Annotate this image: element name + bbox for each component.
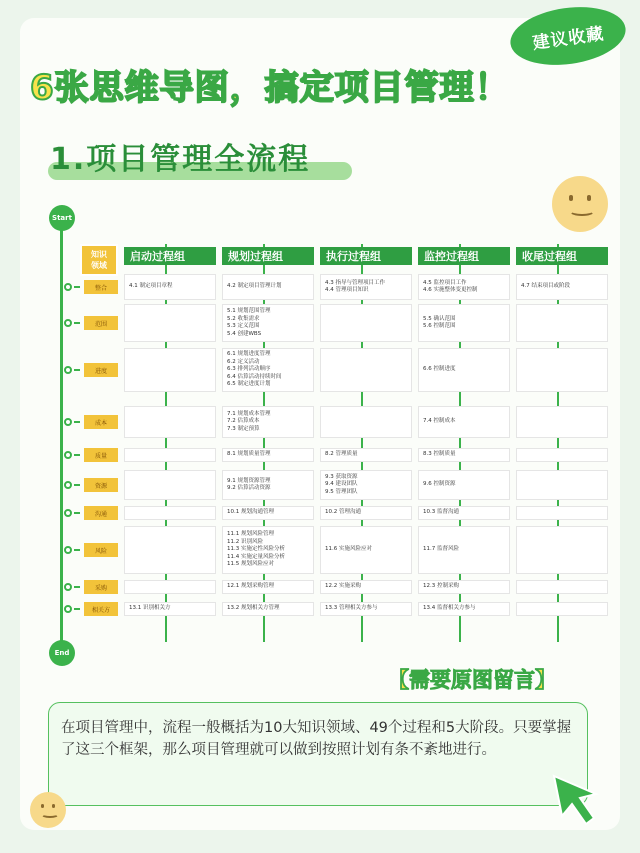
process-cell [124, 406, 216, 438]
process-item: 7.4 控制成本 [423, 418, 456, 425]
process-cell [124, 580, 216, 594]
process-item: 4.1 制定项目章程 [129, 283, 173, 290]
process-cell [320, 580, 412, 594]
process-cell [222, 448, 314, 462]
knowledge-area-label: 沟通 [84, 506, 118, 520]
process-row [64, 526, 614, 574]
group-header: 启动过程组 [124, 247, 216, 265]
process-item: 8.1 规划质量管理 [227, 451, 271, 458]
group-header-row [80, 244, 608, 276]
process-cell [222, 580, 314, 594]
process-cell [516, 304, 608, 342]
process-cell [222, 406, 314, 438]
process-row [64, 304, 614, 342]
process-cell [418, 406, 510, 438]
connector [74, 454, 80, 456]
bookmark-badge: 建议收藏 [507, 0, 630, 72]
process-item: 9.1 规划资源管理 [227, 477, 271, 484]
timeline-dot [64, 481, 72, 489]
process-cell [124, 470, 216, 500]
timeline-line [60, 218, 63, 648]
process-cell [222, 506, 314, 520]
process-item: 5.1 规划范围管理 [227, 308, 271, 314]
process-cell [222, 304, 314, 342]
process-cell [418, 602, 510, 616]
process-cell [418, 348, 510, 392]
process-cell [222, 526, 314, 574]
process-item: 4.5 监控项目工作 [423, 279, 467, 286]
process-item: 5.5 确认范围 [423, 315, 456, 322]
connector [74, 322, 80, 324]
process-item: 11.4 实施定量风险分析 [227, 553, 285, 560]
connector [74, 484, 80, 486]
process-item: 8.3 控制质量 [423, 451, 456, 458]
process-item: 11.1 规划风险管理 [227, 531, 274, 538]
process-item: 6.5 制定进度计划 [227, 381, 271, 388]
end-node: End [49, 640, 75, 666]
process-item: 6.2 定义活动 [227, 358, 260, 365]
timeline-dot [64, 509, 72, 517]
start-node: Start [49, 205, 75, 231]
process-item: 5.3 定义范围 [227, 323, 260, 329]
process-row [64, 602, 614, 616]
process-cell [516, 506, 608, 520]
process-cell [516, 602, 608, 616]
process-cell [516, 470, 608, 500]
process-row [64, 448, 614, 462]
description-text: 在项目管理中，流程一般概括为10大知识领域、49个过程和5大阶段。只要掌握了这三个框架，那么项目管理就可以做到按照计划有条不紊地进行。 [61, 720, 572, 758]
process-item: 13.2 规划相关方管理 [227, 605, 280, 612]
process-item: 10.3 监督沟通 [423, 509, 459, 516]
process-item: 13.4 监督相关方参与 [423, 605, 476, 612]
connector [74, 286, 80, 288]
knowledge-area-label: 资源 [84, 478, 118, 492]
process-item: 13.3 管理相关方参与 [325, 605, 378, 612]
process-cell [418, 580, 510, 594]
process-cell [516, 580, 608, 594]
process-cell [124, 506, 216, 520]
timeline-dot [64, 283, 72, 291]
timeline-dot [64, 605, 72, 613]
process-item: 7.3 制定预算 [227, 425, 260, 432]
need-original-note: 【需要原图留言】 [388, 668, 556, 692]
knowledge-area-label: 范围 [84, 316, 118, 330]
process-item: 11.6 实施风险应对 [325, 546, 372, 553]
process-cell [222, 470, 314, 500]
process-item: 4.7 结束项目或阶段 [521, 283, 570, 290]
connector [74, 586, 80, 588]
timeline-dot [64, 418, 72, 426]
process-item: 11.5 规划风险应对 [227, 561, 274, 568]
process-item: 12.2 实施采购 [325, 583, 361, 590]
process-item: 5.2 收集需求 [227, 315, 260, 322]
process-item: 11.2 识别风险 [227, 538, 263, 545]
process-item: 4.4 管理项目知识 [325, 287, 369, 293]
smiley-icon [30, 792, 66, 828]
headline: 6张思维导图，搞定项目管理！ [30, 68, 510, 108]
process-item: 6.3 排列活动顺序 [227, 366, 271, 373]
process-cell [320, 470, 412, 500]
process-cell [320, 506, 412, 520]
connector [74, 512, 80, 514]
subtitle: 1.项目管理全流程 [50, 142, 311, 177]
process-item: 9.5 管理团队 [325, 488, 358, 495]
process-cell [222, 602, 314, 616]
process-item: 7.1 规划成本管理 [227, 410, 271, 417]
timeline-dot [64, 319, 72, 327]
process-cell [222, 348, 314, 392]
process-item: 6.1 规划进度管理 [227, 351, 271, 358]
knowledge-area-header: 知识 领域 [80, 244, 118, 276]
process-cell [418, 506, 510, 520]
process-item: 9.2 估算活动资源 [227, 485, 271, 491]
pointer-arrow-icon [550, 772, 600, 828]
process-item: 7.2 估算成本 [227, 418, 260, 425]
process-item: 5.6 控制范围 [423, 323, 456, 329]
process-cell [124, 526, 216, 574]
process-cell [320, 448, 412, 462]
process-row [64, 406, 614, 438]
connector [74, 421, 80, 423]
process-item: 13.1 识别相关方 [129, 605, 171, 612]
process-item: 12.3 控制采购 [423, 583, 459, 590]
process-cell [418, 304, 510, 342]
process-cell [320, 304, 412, 342]
process-cell [222, 274, 314, 300]
group-header: 规划过程组 [222, 247, 314, 265]
process-item: 12.1 规划采购管理 [227, 583, 274, 590]
process-cell [320, 526, 412, 574]
process-cell [320, 602, 412, 616]
knowledge-area-label: 风险 [84, 543, 118, 557]
process-cell [124, 348, 216, 392]
process-mindmap [40, 200, 605, 670]
process-cell [516, 448, 608, 462]
knowledge-area-label: 成本 [84, 415, 118, 429]
knowledge-area-label: 相关方 [84, 602, 118, 616]
process-row [64, 580, 614, 594]
process-cell [124, 602, 216, 616]
process-item: 5.4 创建WBS [227, 330, 262, 337]
connector [74, 369, 80, 371]
knowledge-area-label: 整合 [84, 280, 118, 294]
process-row [64, 348, 614, 392]
process-item: 4.2 制定项目管理计划 [227, 283, 282, 290]
group-header: 监控过程组 [418, 247, 510, 265]
connector [74, 549, 80, 551]
process-cell [418, 448, 510, 462]
process-row [64, 470, 614, 500]
connector [74, 608, 80, 610]
process-item: 6.6 控制进度 [423, 366, 456, 373]
knowledge-area-label: 采购 [84, 580, 118, 594]
process-cell [124, 274, 216, 300]
process-item: 11.3 实施定性风险分析 [227, 546, 285, 553]
process-row [64, 506, 614, 520]
process-cell [516, 526, 608, 574]
process-cell [516, 348, 608, 392]
timeline-dot [64, 546, 72, 554]
process-cell [124, 448, 216, 462]
process-cell [516, 274, 608, 300]
group-header: 收尾过程组 [516, 247, 608, 265]
process-item: 6.4 估算活动持续时间 [227, 373, 282, 380]
process-item: 9.3 获取资源 [325, 473, 358, 480]
process-item: 4.3 指导与管理项目工作 [325, 279, 385, 286]
process-cell [320, 406, 412, 438]
timeline-dot [64, 451, 72, 459]
timeline-dot [64, 366, 72, 374]
process-item: 8.2 管理质量 [325, 451, 358, 458]
knowledge-area-label: 进度 [84, 363, 118, 377]
process-cell [418, 470, 510, 500]
process-cell [320, 348, 412, 392]
description-box [48, 702, 588, 806]
process-item: 10.1 规划沟通管理 [227, 509, 274, 516]
timeline-dot [64, 583, 72, 591]
process-row [64, 274, 614, 300]
process-item: 11.7 监督风险 [423, 546, 459, 553]
process-cell [516, 406, 608, 438]
process-item: 10.2 管理沟通 [325, 509, 361, 516]
group-header: 执行过程组 [320, 247, 412, 265]
process-cell [124, 304, 216, 342]
process-cell [418, 274, 510, 300]
process-cell [418, 526, 510, 574]
process-item: 4.6 实施整体变更控制 [423, 287, 478, 293]
process-cell [320, 274, 412, 300]
process-item: 9.6 控制资源 [423, 481, 456, 488]
knowledge-area-label: 质量 [84, 448, 118, 462]
process-item: 9.4 建设团队 [325, 481, 358, 488]
